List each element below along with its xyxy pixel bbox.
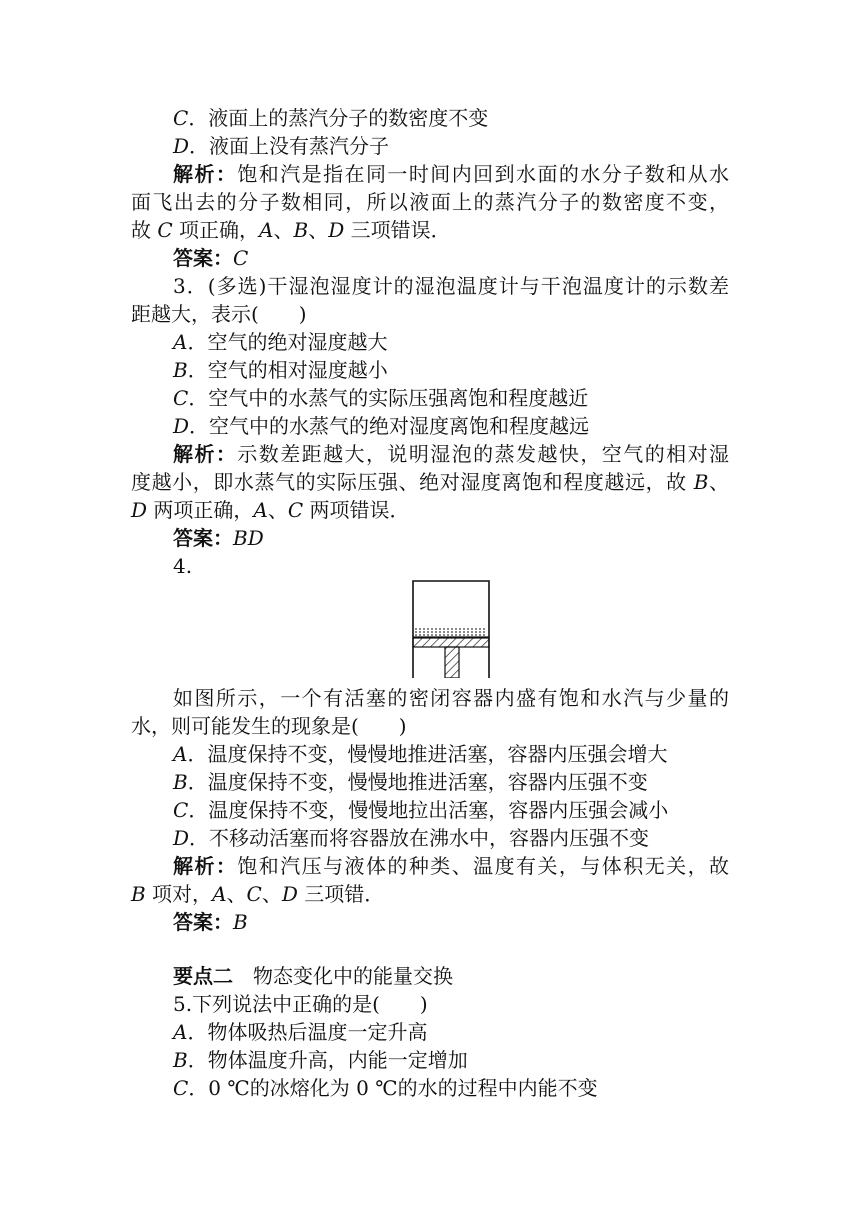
q4-option-b <box>173 768 648 796</box>
answer-value: C <box>233 246 249 270</box>
q4-stem-line-1: 如图所示，一个有活塞的密闭容器内盛有饱和水汽与少量的 <box>173 686 729 710</box>
answer-label: 答案： <box>173 246 233 270</box>
q4-analysis-line-1 <box>173 852 729 880</box>
text: 、 <box>267 498 288 522</box>
letter: A <box>253 498 268 522</box>
letter: B <box>131 882 146 906</box>
option-text: ．液面上没有蒸汽分子 <box>189 134 390 158</box>
q3-option-a <box>173 328 387 356</box>
q3-stem-line-1: 3．(多选)干湿泡湿度计的湿泡温度计与干泡温度计的示数差 <box>173 274 729 298</box>
q2-analysis-line-2: 面飞出去的分子数相同，所以液面上的蒸汽分子的数密度不变， <box>131 190 729 214</box>
analysis-label: 解析： <box>173 854 238 878</box>
text: 项对， <box>145 882 213 906</box>
q5-stem: 5.下列说法中正确的是( ) <box>173 992 428 1016</box>
q4-option-d <box>173 824 649 852</box>
text: 故 <box>131 218 158 242</box>
answer-label: 答案： <box>173 910 233 934</box>
letter: C <box>246 882 262 906</box>
letter: D <box>131 498 148 522</box>
q4-number: 4. <box>173 554 193 578</box>
q4-answer <box>173 908 248 936</box>
option-letter: C <box>173 386 189 410</box>
letter: B <box>693 470 709 494</box>
option-text: ．不移动活塞而将容器放在沸水中，容器内压强不变 <box>189 826 650 850</box>
letter: C <box>287 498 304 522</box>
q3-option-b <box>173 356 388 384</box>
option-letter: A <box>173 742 188 766</box>
section-heading <box>173 962 453 990</box>
text: 、 <box>308 218 329 242</box>
option-letter: D <box>173 826 190 850</box>
water-surface <box>415 629 487 635</box>
option-letter: C <box>173 106 189 130</box>
q5-option-b <box>173 1046 468 1074</box>
q3-stem-line-2: 距越大，表示( ) <box>131 302 307 326</box>
option-text: ．空气的相对湿度越小 <box>187 358 388 382</box>
q3-answer <box>173 524 264 552</box>
text: 、 <box>261 882 282 906</box>
analysis-label: 解析： <box>173 442 238 466</box>
letter: A <box>259 218 274 242</box>
analysis-text: 饱和汽压与液体的种类、温度有关，与体积无关，故 <box>237 854 730 878</box>
option-letter: D <box>173 414 190 438</box>
letter: D <box>281 882 298 906</box>
option-text: ．温度保持不变，慢慢地拉出活塞，容器内压强会减小 <box>188 798 669 822</box>
option-letter: C <box>173 798 189 822</box>
option-text: ．温度保持不变，慢慢地推进活塞，容器内压强会增大 <box>187 742 668 766</box>
option-text: ．空气中的水蒸气的绝对湿度离饱和程度越远 <box>189 414 590 438</box>
q4-stem-line-2: 水，则可能发生的现象是( ) <box>131 714 407 738</box>
option-text: ．温度保持不变，慢慢地推进活塞，容器内压强不变 <box>187 770 648 794</box>
q2-answer <box>173 244 248 272</box>
option-text: ．液面上的蒸汽分子的数密度不变 <box>188 106 489 130</box>
letter: B <box>293 218 309 242</box>
piston-container-figure <box>412 580 490 678</box>
q3-option-c <box>173 384 588 412</box>
piston-rod <box>445 647 459 678</box>
option-letter: A <box>173 1020 188 1044</box>
q3-analysis-line-1 <box>173 440 729 468</box>
q2-option-d <box>173 132 389 160</box>
q2-analysis-line-3 <box>131 216 451 244</box>
section-label: 要点二 <box>173 964 233 988</box>
q3-analysis-line-2 <box>131 468 729 496</box>
q4-option-c <box>173 796 668 824</box>
text: 项正确， <box>172 218 260 242</box>
option-text: ．物体吸热后温度一定升高 <box>187 1020 428 1044</box>
option-letter: D <box>173 134 190 158</box>
option-letter: C <box>173 1076 189 1100</box>
text: 、 <box>273 218 294 242</box>
text: 两项错误． <box>303 498 410 522</box>
option-letter: A <box>173 330 188 354</box>
piston-head <box>413 638 489 647</box>
option-letter: B <box>173 358 188 382</box>
text: 两项正确， <box>147 498 254 522</box>
option-text: ．空气中的水蒸气的实际压强离饱和程度越近 <box>188 386 589 410</box>
option-text: ．0 ℃的冰熔化为 0 ℃的水的过程中内能不变 <box>188 1076 598 1100</box>
option-text: ．空气的绝对湿度越大 <box>187 330 388 354</box>
section-title: 物态变化中的能量交换 <box>253 964 453 988</box>
q2-analysis-line-1 <box>173 160 729 188</box>
q4-analysis-line-2 <box>131 880 384 908</box>
text: 、 <box>708 470 730 494</box>
q3-option-d <box>173 412 589 440</box>
analysis-text: 饱和汽是指在同一时间内回到水面的水分子数和从水 <box>237 162 730 186</box>
option-text: ．物体温度升高，内能一定增加 <box>187 1048 468 1072</box>
option-letter: B <box>173 770 188 794</box>
analysis-text: 示数差距越大，说明湿泡的蒸发越快，空气的相对湿 <box>237 442 730 466</box>
letter: D <box>328 218 345 242</box>
letter: A <box>212 882 227 906</box>
q5-option-a <box>173 1018 427 1046</box>
analysis-label: 解析： <box>173 162 238 186</box>
q2-option-c <box>173 104 488 132</box>
option-letter: B <box>173 1048 188 1072</box>
q4-option-a <box>173 740 667 768</box>
text: 三项错． <box>297 882 385 906</box>
text: 、 <box>226 882 247 906</box>
answer-label: 答案： <box>173 526 233 550</box>
q3-analysis-line-3 <box>131 496 410 524</box>
q5-option-c <box>173 1074 598 1102</box>
text: 三项错误． <box>344 218 451 242</box>
text: 度越小，即水蒸气的实际压强、绝对湿度离饱和程度越远，故 <box>131 470 694 494</box>
letter: C <box>157 218 173 242</box>
answer-value: BD <box>233 526 264 550</box>
answer-value: B <box>233 910 248 934</box>
